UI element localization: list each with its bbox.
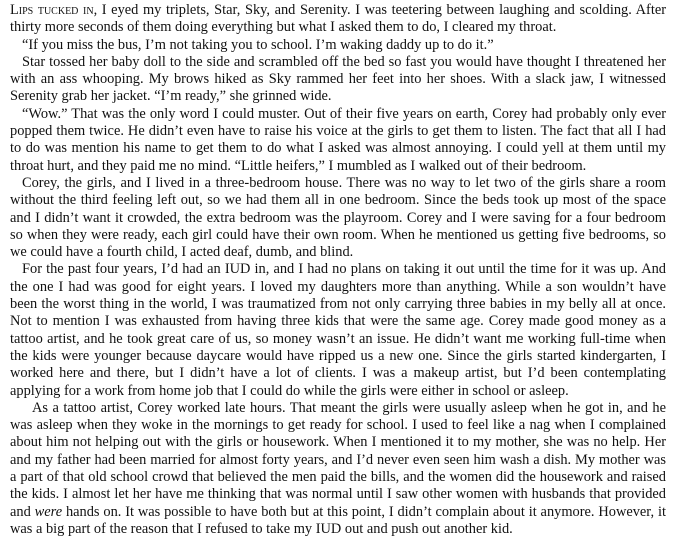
paragraph-5: Corey, the girls, and I lived in a three-bedroom house. There was no way to let two of the girls share a room without the third feeling left out, so we had them all in one bedroom. Since the beds took up most of the space and I didn’t want it crowded, the extra bedroom was the playroom. Corey and I were saving for a four bedroom so when they were ready, each girl could have their own room. When he mentioned us getting five bedrooms, so we could have a fourth child, I acted deaf, dumb, and blind. xyxy=(10,174,666,261)
paragraph-2: “If you miss the bus, I’m not taking you to school. I’m waking daddy up to do it.” xyxy=(22,36,494,53)
paragraph-1-text: I eyed my triplets, Star, Sky, and Serenity. I was teetering between laughing and scolding. After thirty more seconds of them doing everything but what I asked them to do, I cleared my throat. xyxy=(10,2,667,36)
paragraph-7-text-after: hands on. It was possible to have both but at this point, I didn’t complain about it anymore. However, it was a big part of the reason that I refused to take my IUD out and push out another kid. xyxy=(10,503,666,537)
paragraph-7 xyxy=(10,400,666,538)
paragraph-4: “Wow.” That was the only word I could muster. Out of their five years on earth, Corey had probably only ever popped them twice. He didn’t even have to raise his voice at the girls to get them to listen. The fact that all I had to do was mention his name to get them to do what I asked was almost annoying. I could yell at them until my throat hurt, and they paid me no mind. “Little heifers,” I mumbled as I walked out of their bedroom. xyxy=(10,105,666,174)
chapter-opening-smallcaps: Lips tucked in, xyxy=(10,2,98,18)
paragraph-3: Star tossed her baby doll to the side and scrambled off the bed so fast you would have thought I threatened her with an ass whooping. My brows hiked as Sky rammed her feet into her shoes. With a slack jaw, I witnessed Serenity grab her jacket. “I’m ready,” she grinned wide. xyxy=(10,53,666,105)
paragraph-7-text-before: As a tattoo artist, Corey worked late hours. That meant the girls were usually asleep when he got in, and he was asleep when they woke in the mornings to get ready for school. I used to feel like a nag when I complained about him not helping out with the girls or housework. When I mentioned it to my mother, she was no help. Her and my father had been married for almost forty years, and I’d never even seen him wash a dish. My mother was a part of that old school crowd that believed the men paid the bills, and the women did the housework and raised the kids. I almost let her have me thinking that was normal until I saw other women with husbands that provided and xyxy=(10,399,666,520)
paragraph-1 xyxy=(10,2,666,37)
emphasized-word: were xyxy=(34,503,63,520)
paragraph-6: For the past four years, I’d had an IUD in, and I had no plans on taking it out until the time for it was up. And the one I had was good for eight years. I loved my daughters more than anything. While a son wouldn’t have been the worst thing in the world, I was traumatized from not only carrying three babies in my belly all at once. Not to mention I was exhausted from having three kids that were the same age. Corey made good money as a tattoo artist, and he took great care of us, so money wasn’t an issue. He didn’t want me working full-time when the kids were younger because daycare would have ripped us a new one. Since the girls started kindergarten, I worked here and there, but I didn’t have a lot of clients. I was a makeup artist, but I’d been contemplating applying for a work from home job that I could do while the girls were either in school or asleep. xyxy=(10,261,666,399)
